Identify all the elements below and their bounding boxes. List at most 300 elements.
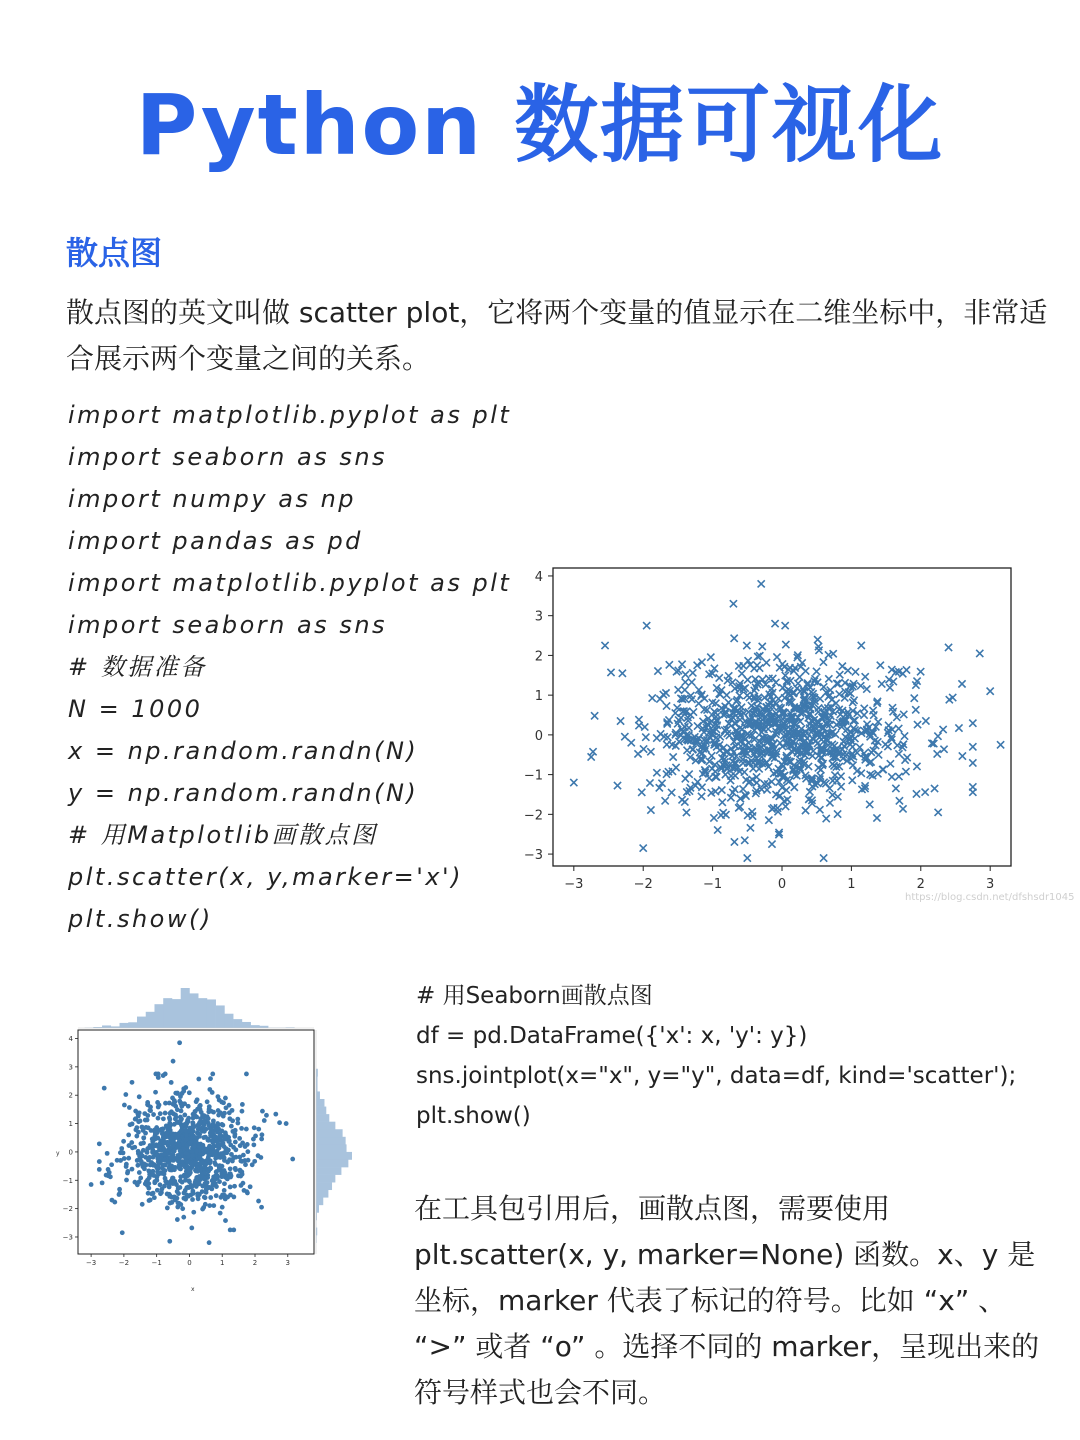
data-point (180, 1180, 185, 1185)
data-point (97, 1167, 102, 1172)
data-point (946, 696, 953, 703)
data-point (213, 1150, 218, 1155)
data-point (759, 643, 766, 650)
data-point (184, 1165, 189, 1170)
data-point (844, 667, 851, 674)
data-point (262, 1118, 267, 1123)
data-point (232, 1184, 237, 1189)
data-point (747, 824, 754, 831)
data-point (100, 1180, 105, 1185)
data-point (678, 661, 685, 668)
data-point (175, 1091, 180, 1096)
data-point (183, 1128, 188, 1133)
data-point (619, 670, 626, 677)
data-point (768, 841, 775, 848)
data-point (155, 1135, 160, 1140)
data-point (912, 706, 919, 713)
data-point (769, 675, 776, 682)
data-point (746, 694, 753, 701)
data-point (141, 1148, 146, 1153)
data-point (719, 799, 726, 806)
y-tick-label: −2 (62, 1205, 73, 1214)
data-point (152, 1179, 157, 1184)
data-point (175, 1217, 180, 1222)
data-point (121, 1139, 126, 1144)
data-point (167, 1185, 172, 1190)
data-point (201, 1135, 206, 1140)
data-point (260, 1109, 265, 1114)
histogram-bar (316, 1159, 348, 1167)
data-point (202, 1177, 207, 1182)
data-point (150, 1139, 155, 1144)
data-point (675, 686, 682, 693)
data-point (227, 1139, 232, 1144)
y-tick-label: 2 (534, 649, 543, 665)
data-point (150, 1169, 155, 1174)
data-point (208, 1195, 213, 1200)
data-point (176, 1157, 181, 1162)
y-tick-label: −1 (62, 1176, 73, 1185)
data-point (146, 1158, 151, 1163)
data-point (969, 783, 976, 790)
data-point (793, 685, 800, 692)
data-point (849, 777, 856, 784)
data-point (738, 670, 745, 677)
matplotlib-scatter-chart (515, 560, 1075, 905)
histogram-bar (316, 1167, 341, 1175)
data-point (220, 1123, 225, 1128)
data-point (194, 1184, 199, 1189)
data-point (151, 1112, 156, 1117)
data-point (201, 1151, 206, 1156)
data-point (205, 1099, 210, 1104)
data-point (163, 1101, 168, 1106)
data-point (701, 695, 708, 702)
histogram-bar (316, 1114, 329, 1122)
data-point (162, 1184, 167, 1189)
data-point (160, 1131, 165, 1136)
data-point (245, 1149, 250, 1154)
histogram-bar (316, 1205, 319, 1213)
data-point (782, 622, 789, 629)
data-point (137, 1170, 142, 1175)
data-point (256, 1153, 261, 1158)
data-point (139, 1141, 144, 1146)
data-point (875, 751, 882, 758)
data-point (105, 1151, 110, 1156)
code-line: import matplotlib.pyplot as plt (68, 569, 512, 597)
data-point (823, 815, 830, 822)
data-point (791, 784, 798, 791)
data-point (177, 1163, 182, 1168)
data-point (134, 1127, 139, 1132)
data-point (815, 764, 822, 771)
data-point (158, 1111, 163, 1116)
data-point (130, 1145, 135, 1150)
data-point (181, 1215, 186, 1220)
data-point (194, 1149, 199, 1154)
data-point (130, 1167, 135, 1172)
data-point (181, 1196, 186, 1201)
data-point (191, 1210, 196, 1215)
data-point (601, 642, 608, 649)
data-point (710, 814, 717, 821)
data-point (216, 1113, 221, 1118)
data-point (169, 1155, 174, 1160)
data-point (176, 1191, 181, 1196)
data-point (718, 786, 725, 793)
data-point (193, 1135, 198, 1140)
data-point (167, 1239, 172, 1244)
data-point (860, 711, 867, 718)
data-point (222, 1158, 227, 1163)
data-point (214, 1169, 219, 1174)
data-point (628, 739, 635, 746)
data-point (727, 777, 734, 784)
data-point (222, 1188, 227, 1193)
data-point (834, 810, 841, 817)
data-point (902, 756, 909, 763)
data-point (168, 1201, 173, 1206)
data-point (173, 1115, 178, 1120)
data-point (178, 1174, 183, 1179)
data-point (244, 1127, 249, 1132)
code-line: plt.show() (68, 905, 213, 933)
data-point (666, 661, 673, 668)
data-point (216, 1143, 221, 1148)
data-point (223, 1197, 228, 1202)
data-point (969, 720, 976, 727)
histogram-bar (189, 993, 198, 1028)
data-point (233, 1128, 238, 1133)
data-point (156, 1105, 161, 1110)
data-point (130, 1080, 135, 1085)
data-point (653, 734, 660, 741)
data-point (162, 1172, 167, 1177)
data-point (955, 724, 962, 731)
data-point (169, 1080, 174, 1085)
data-point (653, 769, 660, 776)
data-point (179, 1108, 184, 1113)
data-point (722, 811, 729, 818)
data-point (193, 1109, 198, 1114)
data-point (935, 809, 942, 816)
data-point (668, 789, 675, 796)
x-axis-ticks (564, 866, 994, 892)
data-point (127, 1105, 132, 1110)
data-point (714, 826, 721, 833)
data-point (820, 854, 827, 861)
data-point (888, 773, 895, 780)
y-axis-label: y (56, 1150, 60, 1157)
data-point (155, 1100, 160, 1105)
data-point (125, 1169, 130, 1174)
histogram-bar (163, 998, 172, 1028)
seaborn-jointplot-chart (48, 985, 368, 1295)
data-point (203, 1181, 208, 1186)
data-point (184, 1133, 189, 1138)
data-point (852, 668, 859, 675)
histogram-bar (251, 1025, 260, 1028)
data-point (260, 1132, 265, 1137)
data-point (663, 702, 670, 709)
data-point (940, 726, 947, 733)
data-point (239, 1183, 244, 1188)
data-point (646, 779, 653, 786)
data-point (277, 1120, 282, 1125)
data-point (190, 1197, 195, 1202)
matplotlib-code-block (68, 394, 511, 940)
data-point (115, 1158, 120, 1163)
data-point (200, 1207, 205, 1212)
data-point (227, 1116, 232, 1121)
histogram-bar (128, 1022, 137, 1028)
data-point (170, 1096, 175, 1101)
x-marginal-histogram (78, 988, 314, 1028)
data-point (228, 1227, 233, 1232)
data-point (180, 1091, 185, 1096)
data-point (185, 1159, 190, 1164)
data-point (233, 1140, 238, 1145)
data-point (190, 1153, 195, 1158)
data-point (647, 748, 654, 755)
data-point (168, 1124, 173, 1129)
data-point (869, 707, 876, 714)
data-point (741, 837, 748, 844)
data-point (180, 1206, 185, 1211)
data-point (902, 768, 909, 775)
data-point (195, 1180, 200, 1185)
data-point (773, 653, 780, 660)
data-point (106, 1167, 111, 1172)
data-point (202, 1170, 207, 1175)
data-point (252, 1125, 257, 1130)
data-point (210, 1140, 215, 1145)
data-point (880, 766, 887, 773)
histogram-bar (233, 1019, 242, 1028)
data-point (259, 1205, 264, 1210)
data-point (638, 789, 645, 796)
data-point (914, 721, 921, 728)
data-point (198, 1168, 203, 1173)
histogram-bar (224, 1014, 233, 1028)
data-point (171, 1059, 176, 1064)
data-point (617, 717, 624, 724)
data-point (744, 812, 751, 819)
data-point (177, 1040, 182, 1045)
data-point (207, 1203, 212, 1208)
data-point (170, 1176, 175, 1181)
data-point (244, 1072, 249, 1077)
data-point (969, 743, 976, 750)
data-point (189, 1226, 194, 1231)
data-point (220, 1129, 225, 1134)
code-line: sns.jointplot(x="x", y="y", data=df, kind='scatter'); (416, 1063, 1017, 1089)
data-point (743, 642, 750, 649)
data-point (214, 1193, 219, 1198)
data-point (155, 1165, 160, 1170)
data-point (813, 668, 820, 675)
data-point (208, 1131, 213, 1136)
data-point (913, 790, 920, 797)
data-point (196, 1077, 201, 1082)
histogram-bar (154, 1004, 163, 1028)
data-point (203, 1195, 208, 1200)
data-point (884, 743, 891, 750)
scatter-points (89, 1040, 295, 1245)
data-point (201, 1146, 206, 1151)
data-point (192, 1144, 197, 1149)
data-point (189, 1183, 194, 1188)
data-point (647, 806, 654, 813)
data-point (771, 620, 778, 627)
data-point (217, 1098, 222, 1103)
data-point (162, 1158, 167, 1163)
data-point (222, 1144, 227, 1149)
data-point (142, 1111, 147, 1116)
data-point (895, 750, 902, 757)
data-point (682, 671, 689, 678)
data-point (184, 1137, 189, 1142)
data-point (97, 1159, 102, 1164)
data-point (243, 1144, 248, 1149)
x-tick-label: −1 (151, 1259, 162, 1267)
data-point (256, 1127, 261, 1132)
data-point (218, 1211, 223, 1216)
histogram-bar (198, 998, 207, 1028)
data-point (152, 1195, 157, 1200)
data-point (106, 1173, 111, 1178)
data-point (207, 1240, 212, 1245)
data-point (204, 1190, 209, 1195)
histogram-bar (259, 1026, 268, 1028)
data-point (682, 679, 689, 686)
data-point (219, 1174, 224, 1179)
data-point (145, 1118, 150, 1123)
data-point (716, 674, 723, 681)
data-point (239, 1126, 244, 1131)
data-point (744, 854, 751, 861)
data-point (137, 1094, 142, 1099)
data-point (681, 798, 688, 805)
data-point (251, 1142, 256, 1147)
data-point (163, 1111, 168, 1116)
data-point (252, 1159, 257, 1164)
data-point (156, 1116, 161, 1121)
x-tick-label: 0 (187, 1259, 192, 1267)
histogram-bar (216, 1005, 225, 1028)
data-point (259, 1137, 264, 1142)
data-point (155, 1188, 160, 1193)
data-point (186, 1194, 191, 1199)
intro-paragraph: 散点图的英文叫做 scatter plot，它将两个变量的值显示在二维坐标中，非常适合展示两个变量之间的关系。 (66, 296, 1048, 375)
data-point (146, 1125, 151, 1130)
data-point (205, 1158, 210, 1163)
y-axis-ticks (524, 570, 553, 863)
data-point (151, 1191, 156, 1196)
data-point (196, 1127, 201, 1132)
data-point (826, 799, 833, 806)
data-point (825, 675, 832, 682)
data-point (917, 668, 924, 675)
data-point (861, 705, 868, 712)
histogram-bar (316, 1107, 326, 1115)
code-line: plt.show() (416, 1103, 531, 1129)
data-point (231, 1195, 236, 1200)
code-comment: # 用Seaborn画散点图 (416, 983, 653, 1009)
code-line: N = 1000 (68, 695, 203, 723)
data-point (160, 1127, 165, 1132)
data-point (176, 1201, 181, 1206)
histogram-bar (316, 1122, 335, 1130)
data-point (641, 723, 648, 730)
y-tick-label: 3 (534, 609, 543, 625)
y-tick-label: −1 (523, 768, 543, 784)
data-point (900, 711, 907, 718)
data-point (222, 1111, 227, 1116)
histogram-bar (316, 1175, 335, 1183)
data-point (123, 1092, 128, 1097)
code-line: plt.scatter(x, y,marker='x') (68, 863, 463, 891)
histogram-bar (120, 1023, 129, 1028)
data-point (224, 1105, 229, 1110)
data-point (251, 1137, 256, 1142)
data-point (660, 691, 667, 698)
y-tick-label: 4 (534, 569, 543, 585)
data-point (731, 635, 738, 642)
data-point (170, 1138, 175, 1143)
data-point (858, 642, 865, 649)
data-point (256, 1199, 261, 1204)
data-point (191, 1191, 196, 1196)
data-point (153, 1090, 158, 1095)
data-point (215, 1174, 220, 1179)
data-point (931, 785, 938, 792)
histogram-bar (316, 1190, 328, 1198)
data-point (176, 1153, 181, 1158)
data-point (190, 1125, 195, 1130)
data-point (236, 1173, 241, 1178)
data-point (758, 580, 765, 587)
data-point (634, 750, 641, 757)
data-point (763, 659, 770, 666)
data-point (273, 1112, 278, 1117)
data-point (206, 1116, 211, 1121)
code-comment: # 数据准备 (68, 653, 207, 681)
x-tick-label: 3 (986, 877, 995, 892)
seaborn-code-block (416, 976, 1016, 1136)
data-point (228, 1185, 233, 1190)
data-point (198, 1116, 203, 1121)
data-point (168, 1111, 173, 1116)
data-point (210, 1072, 215, 1077)
data-point (185, 1118, 190, 1123)
data-point (161, 1116, 166, 1121)
scatter-points (570, 580, 1004, 861)
data-point (183, 1188, 188, 1193)
x-tick-label: 0 (777, 877, 787, 892)
data-point (120, 1230, 125, 1235)
data-point (892, 785, 899, 792)
data-point (688, 679, 695, 686)
data-point (987, 688, 994, 695)
x-tick-label: 2 (916, 877, 925, 892)
data-point (182, 1113, 187, 1118)
histogram-bar (137, 1017, 146, 1028)
x-tick-label: −2 (118, 1259, 130, 1267)
data-point (227, 1110, 232, 1115)
data-point (940, 746, 947, 753)
